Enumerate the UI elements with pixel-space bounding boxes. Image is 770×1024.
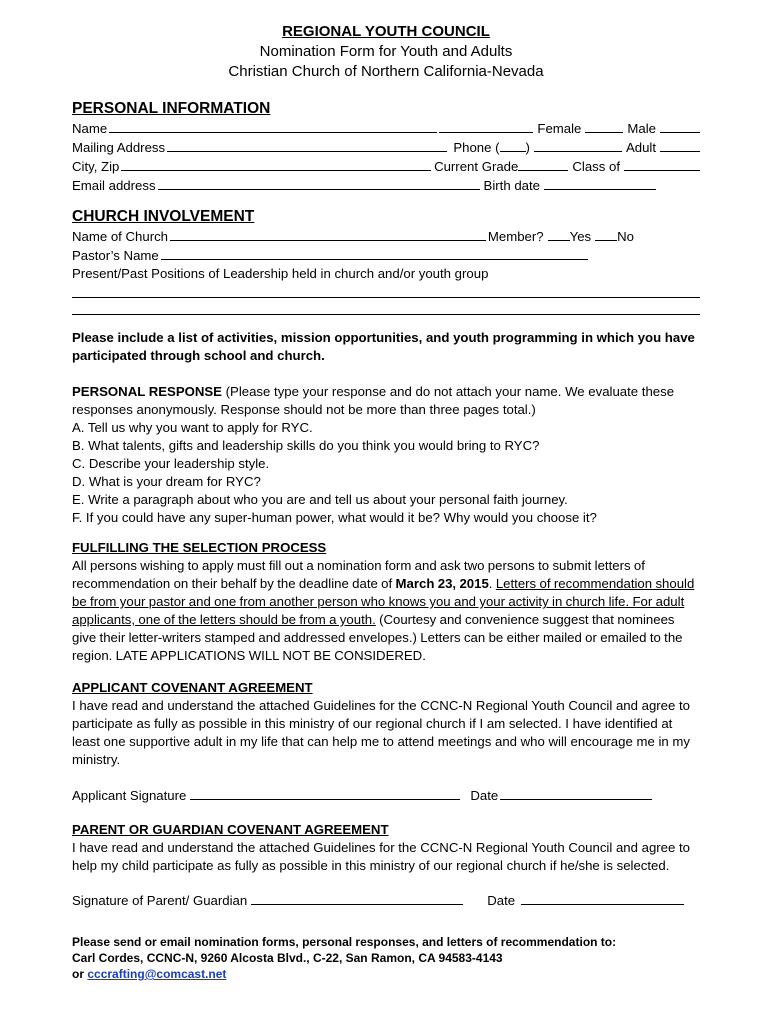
birth-date-label: Birth date	[483, 178, 540, 193]
email-row	[72, 176, 656, 195]
email-contact	[72, 966, 700, 982]
name-field[interactable]	[109, 119, 437, 133]
male-field[interactable]	[660, 119, 700, 133]
personal-response-text: (Please type your response and do not attach your name. We evaluate these responses anonymously. Response should not be more than three pages total.)	[72, 384, 675, 417]
response-question-b: B. What talents, gifts and leadership skills do you think you would bring to RYC?	[72, 438, 540, 453]
class-of-label: Class of	[572, 159, 620, 174]
parent-signature-row	[72, 891, 686, 910]
city-zip-label: City, Zip	[72, 159, 120, 174]
leadership-positions-line-1[interactable]	[72, 285, 700, 298]
church-name-row	[72, 227, 634, 246]
parent-covenant-text: I have read and understand the attached Guidelines for the CCNC-N Regional Youth Council and agree to help my child participate as fully as possible in this ministry of our regional church if he/she is selected.	[72, 840, 691, 873]
female-label: Female	[537, 121, 582, 136]
no-label: No	[617, 229, 634, 244]
organization-name: Christian Church of Northern California-Nevada	[228, 63, 544, 80]
applicant-signature-field[interactable]	[190, 786, 460, 800]
church-involvement-heading: CHURCH INVOLVEMENT	[72, 208, 255, 225]
selection-process-text	[72, 557, 700, 665]
parent-signature-field[interactable]	[251, 891, 463, 905]
current-grade-label: Current Grade	[434, 159, 519, 174]
selection-text-part-3: (Courtesy and convenience suggest that nominees give their letter-writers stamped and addressed envelopes.) Letters can be either mailed or emailed to the region. LATE APPLICATIONS WILL NOT BE CONSIDERED.	[72, 612, 683, 663]
mailing-address-field[interactable]	[167, 138, 447, 152]
leadership-positions-label: Present/Past Positions of Leadership held in church and/or youth group	[72, 266, 489, 281]
applicant-signature-label: Applicant Signature	[72, 788, 187, 803]
phone-close-label: )	[525, 140, 530, 155]
response-question-a: A. Tell us why you want to apply for RYC.	[72, 420, 313, 435]
email-label: Email address	[72, 178, 156, 193]
response-question-f: F. If you could have any super-human power, what would it be? Why would you choose it?	[72, 510, 597, 525]
applicant-date-label: Date	[470, 788, 499, 803]
selection-text-part-2: .	[488, 576, 496, 591]
mailing-instructions-line: Please send or email nomination forms, personal responses, and letters of recommendation to:	[72, 935, 617, 949]
class-of-field[interactable]	[624, 157, 700, 171]
pastor-name-field[interactable]	[161, 246, 588, 260]
page-title: REGIONAL YOUTH COUNCIL	[282, 23, 490, 40]
mailing-label: Mailing Address	[72, 140, 166, 155]
email-field[interactable]	[158, 176, 480, 190]
personal-response-intro	[72, 383, 700, 419]
personal-response-section	[72, 383, 700, 527]
church-name-field[interactable]	[170, 227, 486, 241]
selection-process-heading: FULFILLING THE SELECTION PROCESS	[72, 540, 327, 555]
current-grade-field[interactable]	[518, 157, 568, 171]
activities-instruction: Please include a list of activities, mission opportunities, and youth programming in which you have participated through school and church.	[72, 330, 695, 363]
deadline-date: March 23, 2015	[395, 576, 489, 591]
personal-response-heading: PERSONAL RESPONSE	[72, 384, 222, 399]
yes-label: Yes	[569, 229, 592, 244]
city-zip-field[interactable]	[121, 157, 431, 171]
personal-information-section	[72, 99, 700, 195]
parent-covenant-heading: PARENT OR GUARDIAN COVENANT AGREEMENT	[72, 822, 389, 837]
pastor-row	[72, 246, 590, 265]
parent-signature-label: Signature of Parent/ Guardian	[72, 893, 248, 908]
response-question-d: D. What is your dream for RYC?	[72, 474, 261, 489]
recommendation-requirement: Letters of recommendation should be from your pastor and one from another person who knows you and your activity in church life. For adult applicants, one of the letters should be from a youth.	[72, 576, 695, 627]
phone-field[interactable]	[534, 138, 622, 152]
birth-date-field[interactable]	[544, 176, 656, 190]
mailing-instructions	[72, 934, 700, 982]
mailing-row	[72, 138, 700, 157]
page-subtitle: Nomination Form for Youth and Adults	[259, 43, 513, 60]
church-name-label: Name of Church	[72, 229, 169, 244]
parent-covenant-section	[72, 821, 700, 910]
nomination-form	[72, 22, 700, 982]
applicant-covenant-text: I have read and understand the attached Guidelines for the CCNC-N Regional Youth Council and agree to participate as fully as possible in this ministry of our regional church if I am selected. I have identified at least one supportive adult in my life that can help me to attend meetings and who will encourage me in my ministry.	[72, 698, 691, 767]
member-no-field[interactable]	[595, 227, 617, 241]
phone-label: Phone (	[453, 140, 500, 155]
applicant-covenant-heading: APPLICANT COVENANT AGREEMENT	[72, 680, 313, 695]
selection-text-part-1: All persons wishing to apply must fill out a nomination form and ask two persons to submit letters of recommendation on their behalf by the deadline date of	[72, 558, 645, 591]
form-header	[72, 22, 700, 82]
member-label: Member?	[487, 229, 544, 244]
applicant-date-field[interactable]	[500, 786, 652, 800]
phone-area-code-field[interactable]	[500, 138, 526, 152]
selection-process-section	[72, 539, 700, 665]
member-yes-field[interactable]	[548, 227, 570, 241]
parent-date-label: Date	[487, 893, 516, 908]
applicant-signature-row	[72, 786, 654, 805]
response-question-e: E. Write a paragraph about who you are and tell us about your personal faith journey.	[72, 492, 568, 507]
personal-information-heading: PERSONAL INFORMATION	[72, 100, 271, 117]
leadership-positions-line-2[interactable]	[72, 302, 700, 315]
adult-label: Adult	[625, 140, 656, 155]
gender-extra-field[interactable]	[439, 119, 533, 133]
female-field[interactable]	[585, 119, 623, 133]
pastor-name-label: Pastor’s Name	[72, 248, 159, 263]
adult-field[interactable]	[660, 138, 700, 152]
mailing-address: Carl Cordes, CCNC-N, 9260 Alcosta Blvd., C-22, San Ramon, CA 94583-4143	[72, 951, 503, 965]
male-label: Male	[627, 121, 656, 136]
parent-date-field[interactable]	[521, 891, 684, 905]
name-row	[72, 119, 700, 138]
response-question-c: C. Describe your leadership style.	[72, 456, 270, 471]
applicant-covenant-section	[72, 679, 700, 805]
church-involvement-section	[72, 207, 700, 315]
contact-email-link[interactable]: cccrafting@comcast.net	[87, 967, 227, 981]
city-row	[72, 157, 700, 176]
name-label: Name	[72, 121, 108, 136]
or-label: or	[72, 967, 88, 981]
